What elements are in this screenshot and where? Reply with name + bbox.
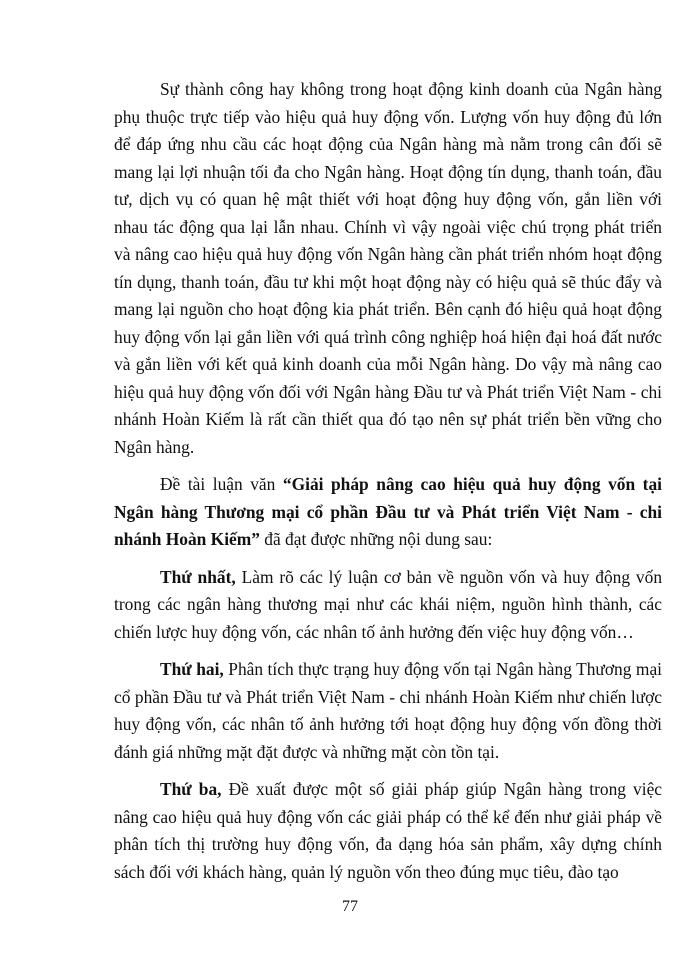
third-point-text: Đề xuất được một số giải pháp giúp Ngân hàng trong việc nâng cao hiệu quả huy động vốn các giải pháp có thể kể đến như giải pháp về phân tích thị trường huy động vốn, đa dạng hóa sản phẩm, xây dựng chính sách đối với khách hàng, quản lý nguồn vốn theo đúng mục tiêu, đào tạo [114,779,663,882]
page-number: 77 [342,898,358,915]
thesis-lead-text: Đề tài luận văn [160,474,283,494]
paragraph-first-point [114,564,662,647]
second-point-label: Thứ hai, [160,659,224,679]
third-point-label: Thứ ba, [160,779,222,799]
first-point-label: Thứ nhất, [160,566,236,587]
paragraph-second-point [114,656,662,766]
paragraph-intro-text: Sự thành công hay không trong hoạt động kinh doanh của Ngân hàng phụ thuộc trực tiếp vào hiệu quả huy động vốn. Lượng vốn huy động đủ lớn để đáp ứng nhu cầu các hoạt động của Ngân hàng mà nằm trong cân đối sẽ mang lại lợi nhuận tối đa cho Ngân hàng. Hoạt động tín dụng, thanh toán, đầu tư, dịch vụ có quan hệ mật thiết với hoạt động huy động vốn, gắn liền với nhau tác động qua lại lẫn nhau. Chính vì vậy ngoài việc chú trọng phát triển và nâng cao hiệu quả huy động vốn Ngân hàng cần phát triển nhóm hoạt động tín dụng, thanh toán, đầu tư khi một hoạt động này có hiệu quả sẽ thúc đẩy và mang lại nguồn cho hoạt động kia phát triển. Bên cạnh đó hiệu quả hoạt động huy động vốn lại gắn liền với quá trình công nghiệp hoá hiện đại hoá đất nước và gắn liền với kết quả kinh doanh của mỗi Ngân hàng. Do vậy mà nâng cao hiệu quả huy động vốn đối với Ngân hàng Đầu tư và Phát triển Việt Nam - chi nhánh Hoàn Kiếm là rất cần thiết qua đó tạo nên sự phát triển bền vững cho Ngân hàng. [114,79,662,457]
second-point-text: Phân tích thực trạng huy động vốn tại Ngân hàng Thương mại cổ phần Đầu tư và Phát triển Việt Nam - chi nhánh Hoàn Kiếm như chiến lược huy động vốn, các nhân tố ảnh hưởng tới hoạt động huy động vốn đồng thời đánh giá những mặt đặt được và những mặt còn tồn tại. [114,659,662,762]
paragraph-third-point [114,776,662,886]
body-text [114,76,662,896]
thesis-rest-text: đã đạt được những nội dung sau: [259,529,493,549]
paragraph-thesis-title [114,471,662,554]
thesis-title: “Giải pháp nâng cao hiệu quả huy động vốn tại Ngân hàng Thương mại cổ phần Đầu tư và Phát triển Việt Nam - chi nhánh Hoàn Kiếm” [114,474,662,549]
first-point-text: Làm rõ các lý luận cơ bản về nguồn vốn và huy động vốn trong các ngân hàng thương mại như các khái niệm, nguồn hình thành, các chiến lược huy động vốn, các nhân tố ảnh hưởng đến việc huy động vốn… [114,566,663,642]
paragraph-intro [114,76,662,461]
